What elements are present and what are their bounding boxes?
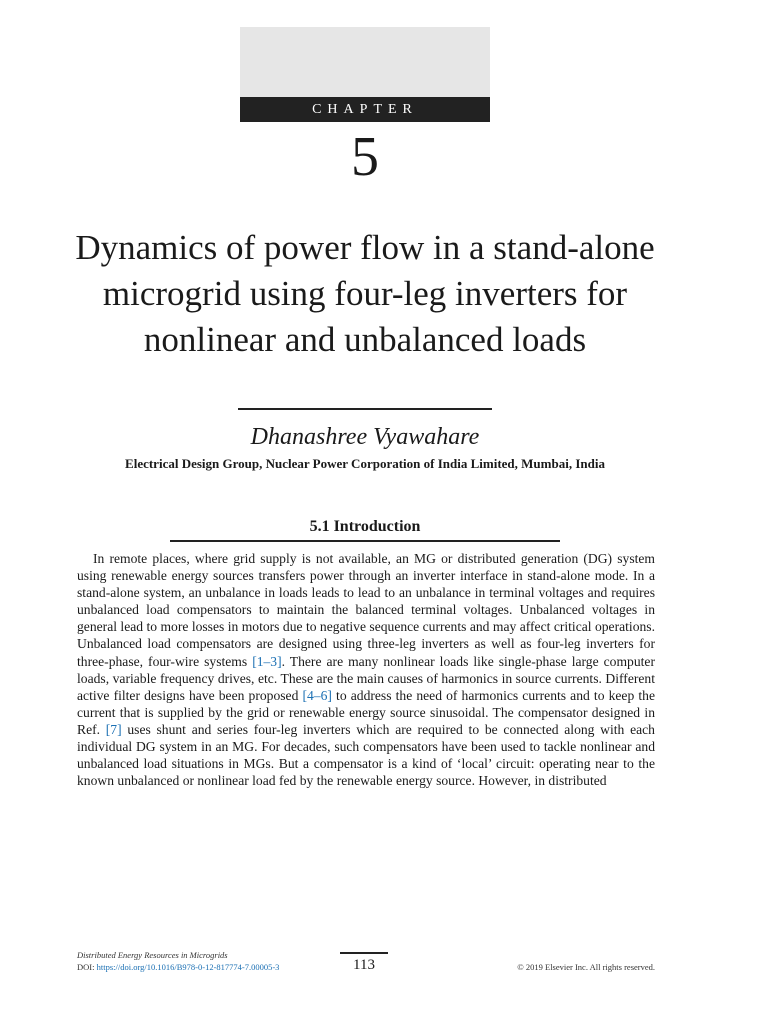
paragraph-text: to address the need of harmonics currents and to keep the current that is supplied by the grid or renewable energy source sinusoidal. The compensator designed in Ref. [77, 687, 655, 737]
page-number-rule [340, 952, 388, 954]
paragraph-text: . There are many nonlinear loads like single-phase large computer loads, variable frequency drives, etc. These are the main causes of harmonics in source currents. Different active filter designs have been proposed [77, 653, 655, 703]
chapter-title: Dynamics of power flow in a stand-alone microgrid using four-leg inverters for nonlinear and unbalanced loads [75, 228, 655, 359]
paragraph-text: In remote places, where grid supply is not available, an MG or distributed generation (DG) system using renewable energy sources transfers power through an inverter interface in stand-alone mode. In a stand-alone system, an unbalance in loads leads to lead to an unbalance in terminal voltages and requires unbalanced load compensators to maintain the balanced terminal voltages. Unbalanced voltages in general lead to more losses in motors due to negative sequence currents and may affect critical operations. Unbalanced load compensators are designed using three-leg inverters as well as four-leg inverters for three-phase, four-wire systems [77, 551, 655, 669]
author-affiliation: Electrical Design Group, Nuclear Power Corporation of India Limited, Mumbai, India [125, 456, 605, 471]
page-number: 113 [353, 957, 375, 973]
citation-link[interactable]: [4–6] [302, 687, 332, 703]
title-divider [238, 408, 492, 410]
citation-link[interactable]: [1–3] [252, 653, 282, 669]
copyright-notice: © 2019 Elsevier Inc. All rights reserved. [517, 962, 655, 972]
chapter-number: 5 [351, 126, 379, 188]
chapter-header-box [240, 27, 490, 97]
doi-label: DOI: [77, 962, 95, 972]
section-heading: 5.1 Introduction [309, 518, 421, 535]
chapter-label: CHAPTER [240, 97, 490, 122]
paragraph-text: uses shunt and series four-leg inverters which are required to be connected along with each individual DG system in an MG. For decades, such compensators have been used to tackle nonlinear and unbalanced load situations in MGs. But a compensator is a kind of ‘local’ circuit: operating near to the known unbalanced or nonlinear load fed by the renewable energy source. However, in distributed [77, 721, 655, 789]
footer-book-title: Distributed Energy Resources in Microgrids [77, 950, 228, 960]
section-divider [170, 540, 560, 542]
intro-paragraph [77, 550, 655, 789]
footer-doi [77, 962, 279, 972]
citation-link[interactable]: [7] [105, 721, 122, 737]
author-name: Dhanashree Vyawahare [250, 424, 480, 450]
doi-link[interactable]: https://doi.org/10.1016/B978-0-12-817774-7.00005-3 [96, 962, 280, 972]
